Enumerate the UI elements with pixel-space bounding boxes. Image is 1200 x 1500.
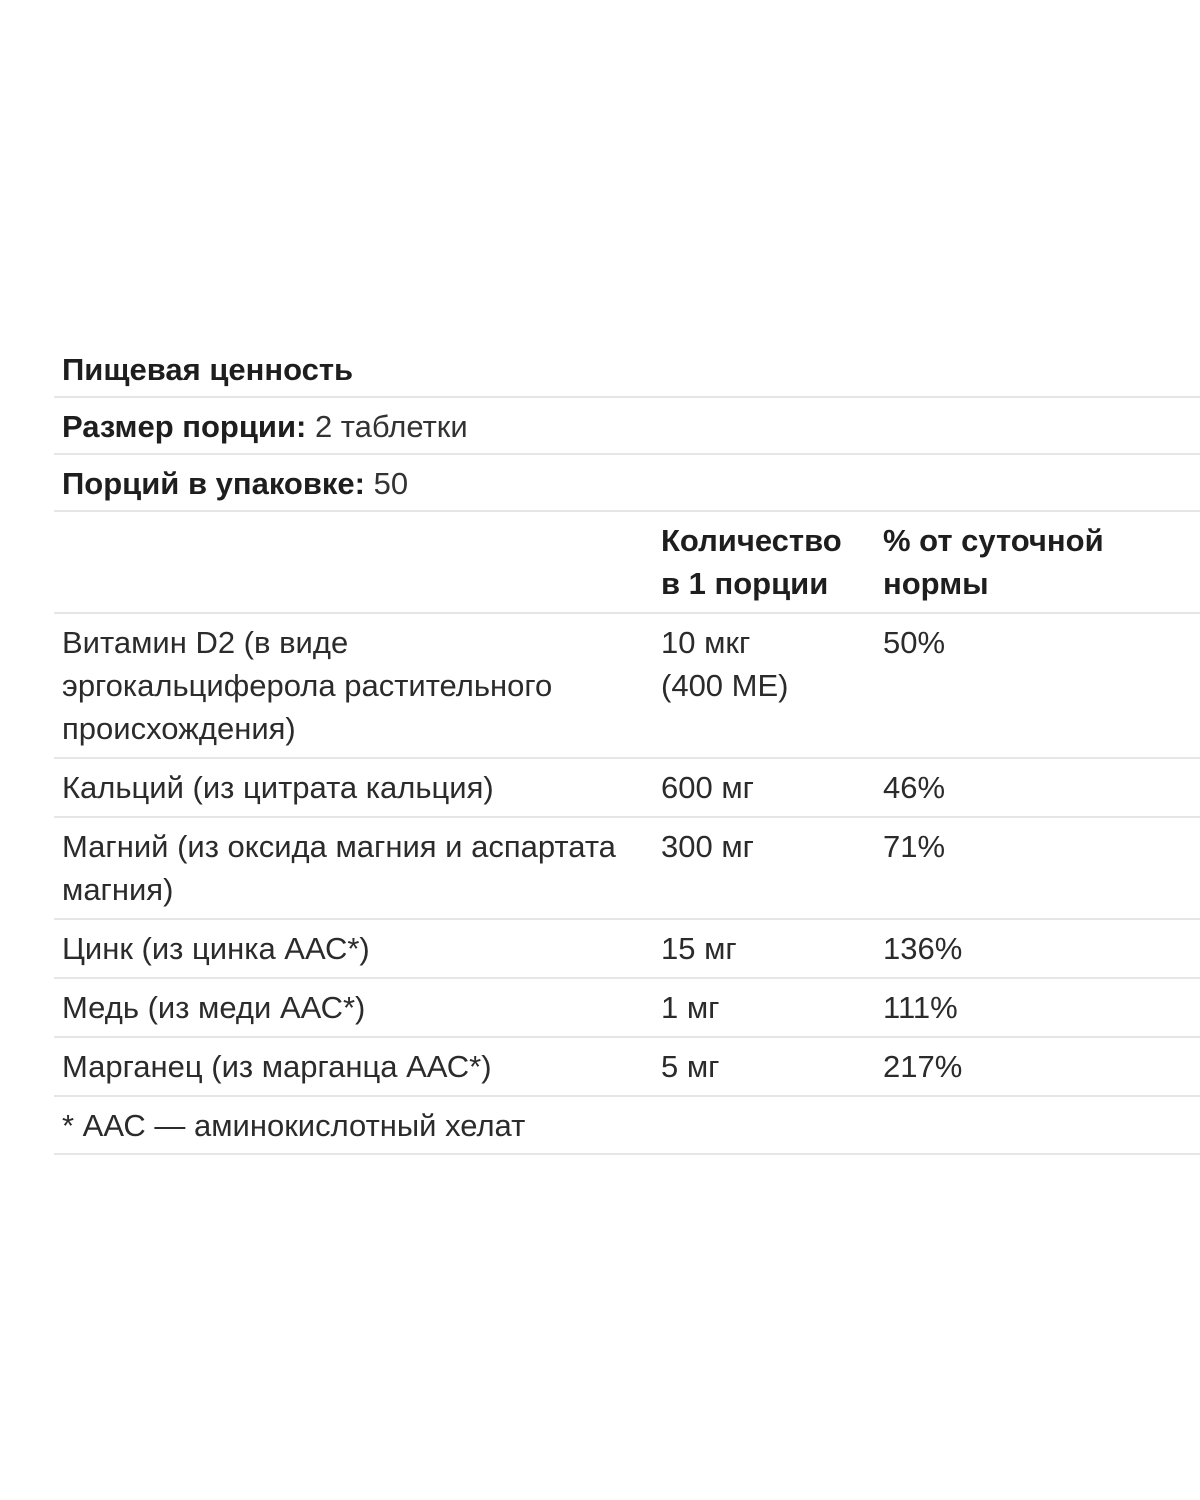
- nutrient-name-line: Кальций (из цитрата кальция): [62, 770, 494, 805]
- amount-column-header: [661, 519, 883, 605]
- table-row: [54, 920, 1200, 979]
- dv-header-line: нормы: [883, 566, 989, 601]
- nutrient-name: [62, 986, 661, 1029]
- table-row: [54, 614, 1200, 759]
- amount-header-line: Количество: [661, 523, 842, 558]
- nutrient-amount-line: 600 мг: [661, 770, 754, 805]
- title-row: [54, 341, 1200, 398]
- table-row: [54, 759, 1200, 818]
- nutrient-name: [62, 825, 661, 911]
- table-row: [54, 1038, 1200, 1097]
- nutrient-name-line: Медь (из меди ААС*): [62, 990, 366, 1025]
- nutrient-name-line: происхождения): [62, 711, 296, 746]
- table-row: [54, 818, 1200, 920]
- nutrient-amount: [661, 986, 883, 1029]
- nutrient-amount-line: 15 мг: [661, 931, 737, 966]
- nutrient-amount: [661, 825, 883, 911]
- nutrient-name-line: эргокальциферола растительного: [62, 668, 553, 703]
- nutrient-name: [62, 621, 661, 750]
- nutrient-daily-value: 217%: [883, 1049, 963, 1084]
- nutrient-daily-value: 71%: [883, 829, 946, 864]
- column-header-row: [54, 512, 1200, 614]
- nutrient-name-line: Марганец (из марганца ААС*): [62, 1049, 492, 1084]
- dv-header-line: % от суточной: [883, 523, 1104, 558]
- serving-size-row: [54, 398, 1200, 455]
- nutrient-name-line: Витамин D2 (в виде: [62, 625, 349, 660]
- nutrient-name: [62, 1045, 661, 1088]
- nutrient-column-header: [62, 519, 661, 605]
- nutrient-amount: [661, 927, 883, 970]
- table-row: [54, 979, 1200, 1038]
- nutrient-name-line: Магний (из оксида магния и аспартата: [62, 829, 616, 864]
- servings-per-container-value: 50: [365, 466, 409, 501]
- nutrient-daily-value: 136%: [883, 931, 963, 966]
- nutrient-amount-line: 10 мкг: [661, 625, 751, 660]
- nutrient-amount: [661, 766, 883, 809]
- footnote: * ААС — аминокислотный хелат: [62, 1108, 526, 1143]
- nutrient-amount-line: 1 мг: [661, 990, 720, 1025]
- serving-size-value: 2 таблетки: [306, 409, 468, 444]
- nutrient-name: [62, 927, 661, 970]
- amount-header-line: в 1 порции: [661, 566, 829, 601]
- nutrient-daily-value: 46%: [883, 770, 946, 805]
- table-title: Пищевая ценность: [62, 352, 354, 387]
- nutrient-name: [62, 766, 661, 809]
- nutrient-amount-line: 5 мг: [661, 1049, 720, 1084]
- nutrient-daily-value: 111%: [883, 990, 958, 1025]
- nutrient-name-line: магния): [62, 872, 174, 907]
- nutrient-amount-line: 300 мг: [661, 829, 754, 864]
- servings-per-container-row: [54, 455, 1200, 512]
- nutrition-facts-table: [54, 341, 1200, 1155]
- daily-value-column-header: [883, 519, 1200, 605]
- nutrient-amount: [661, 621, 883, 750]
- nutrient-amount: [661, 1045, 883, 1088]
- servings-per-container-label: Порций в упаковке:: [62, 466, 365, 501]
- nutrient-name-line: Цинк (из цинка ААС*): [62, 931, 370, 966]
- nutrient-amount-line: (400 МЕ): [661, 668, 789, 703]
- footnote-row: [54, 1097, 1200, 1155]
- nutrient-daily-value: 50%: [883, 625, 946, 660]
- serving-size-label: Размер порции:: [62, 409, 307, 444]
